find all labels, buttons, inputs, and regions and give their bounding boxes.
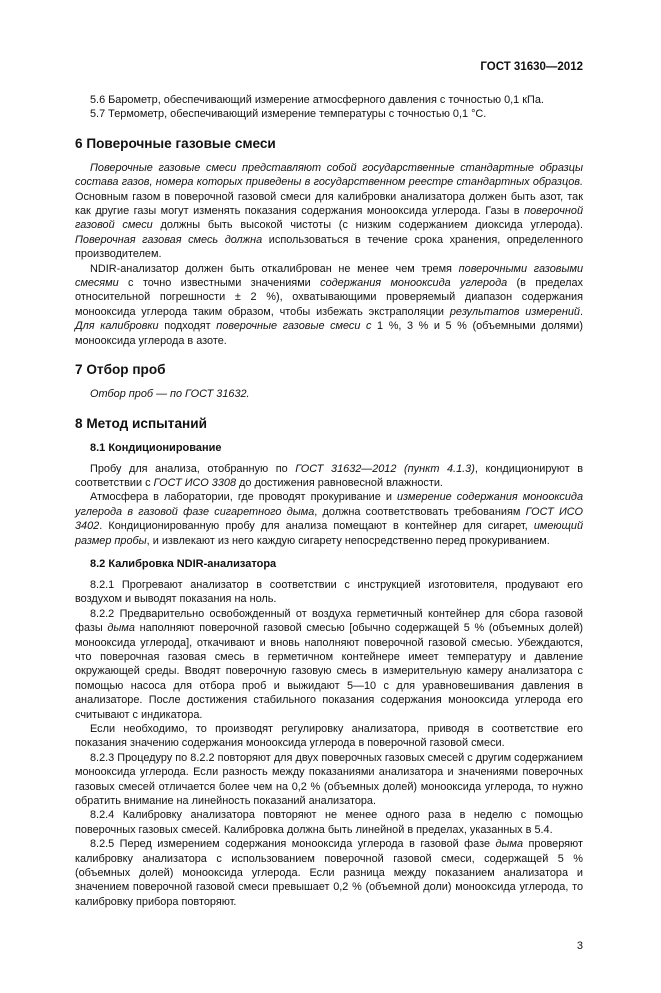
paragraph	[75, 722, 583, 751]
page-number: 3	[576, 940, 583, 953]
italic-text-run: результатов измерений	[449, 305, 580, 318]
paragraph	[75, 462, 583, 491]
text-run: , и извлекают из него каждую сигарету непосредственно перед прокуриванием.	[146, 534, 550, 547]
text-run: 8.2.4 Калибровку анализатора повторяют не менее одного раза в неделю с помощью поверочных газовых смесей. Калибровка должна быть линейной в пределах, указанных в 5.4.	[75, 809, 583, 836]
italic-text-run: измерение содержания монооксида углерода в газовой фазе сигаретного дыма	[75, 491, 584, 518]
text-run: использоваться в течение срока хранения, определенного производителем.	[75, 233, 583, 261]
paragraph	[75, 93, 583, 107]
text-run: . Кондиционированную пробу для анализа помещают в контейнер для сигарет,	[99, 520, 534, 533]
subsection-heading: 8.2 Калибровка NDIR-анализатора	[90, 557, 277, 570]
italic-text-run: поверочной газовой смеси	[75, 205, 583, 232]
section-heading: 7 Отбор проб	[75, 362, 166, 378]
italic-text-run: имеющий размер пробы	[75, 520, 583, 547]
section-heading: 6 Поверочные газовые смеси	[75, 135, 276, 151]
text-run: должны быть высокой чистоты (с низким содержанием диоксида углерода).	[152, 219, 583, 232]
text-run: 5.6 Барометр, обеспечивающий измерение атмосферного давления с точностью 0,1 кПа.	[90, 94, 544, 106]
text-run: 5.7 Термометр, обеспечивающий измерение температуры с точностью 0,1 °С.	[90, 108, 487, 121]
document-body	[75, 93, 583, 909]
text-run: Если необходимо, то производят регулировку анализатора, приводя в соответствие его показания значению содержания монооксида углерода в поверочной газовой смеси.	[75, 723, 583, 750]
text-run: 8.2.5 Перед измерением содержания монооксида углерода в газовой фазе	[90, 838, 496, 851]
text-run: .	[579, 305, 583, 318]
italic-text-run: поверочными газовыми смесями	[75, 262, 583, 290]
paragraph	[75, 607, 583, 722]
italic-text-run: ГОСТ 31632—2012 (пункт 4.1.3)	[295, 462, 475, 475]
text-run: Пробу для анализа, отобранную по	[90, 462, 296, 475]
italic-text-run: Для калибровки	[75, 320, 159, 333]
document-code-header: ГОСТ 31630—2012	[480, 61, 583, 73]
paragraph	[75, 490, 583, 548]
italic-text-run: Отбор проб — по ГОСТ 31632.	[90, 388, 250, 401]
paragraph	[75, 808, 583, 837]
text-run: 1 %, 3 % и 5 % (объемными долями) монооксида углерода в азоте.	[75, 320, 583, 347]
paragraph	[75, 387, 583, 401]
italic-text-run: дыма	[495, 838, 524, 851]
paragraph	[75, 578, 583, 607]
text-run: (в пределах относительной погрешности ± 2 %), охватывающими проверяемый диапазон содержания монооксида углерода таким образом, чтобы избежать экстраполяции	[75, 277, 583, 318]
paragraph	[75, 837, 583, 909]
text-run: проверяют калибровку анализатора с использованием поверочной газовой смеси, содержащей 5 % (объемных долей) монооксида углерода. Если разница между показанием анализатора и значением поверочной газовой смеси превышает 0,2 % (объемной доли) монооксида углерода, то калибровку прибора повторяют.	[75, 838, 583, 908]
italic-text-run: ГОСТ ИСО 3402	[75, 505, 584, 533]
paragraph	[75, 751, 583, 809]
italic-text-run: Поверочная газовая смесь должна	[75, 233, 263, 246]
paragraph	[75, 262, 583, 348]
text-run: до достижения равновесной влажности.	[236, 476, 443, 489]
text-run: 8.2.3 Процедуру по 8.2.2 повторяют для двух поверочных газовых смесей с другим содержанием монооксида углерода. Если разность между показаниями анализатора и значениями поверочных газовых смесей отличается более чем на 0,2 % (объемных долей) монооксида углерода, то нужно обратить внимание на линейность показаний анализатора.	[75, 751, 583, 808]
text-run: 8.2.2 Предварительно освобожденный от воздуха герметичный контейнер для сбора газовой фазы	[75, 607, 583, 635]
text-run: наполняют поверочной газовой смесью [обычно содержащей 5 % (объемных долей) монооксида углерода], откачивают и вновь наполняют поверочной газовой смесью. Убеждаются, что поверочная газовая смесь в герметичном контейнере имеет температуру и давление окружающей среды. Вводят поверочную газовую смесь в измерительную камеру анализатора с помощью насоса для отбора проб и выжидают 5—10 с для уравновешивания давления в анализаторе. После достижения стабильного показания содержания монооксида углерода его считывают с индикатора.	[75, 622, 583, 721]
paragraph	[75, 161, 583, 262]
text-run: Основным газом в поверочной газовой смеси для калибровки анализатора должен быть азот, так как другие газы могут изменять показания содержания монооксида углерода. Газы в	[75, 190, 583, 218]
italic-text-run: поверочные газовые смеси с	[216, 320, 372, 333]
text-run: NDIR-анализатор должен быть откалиброван не менее чем тремя	[90, 262, 459, 275]
text-run: , кондиционируют в соответствии с	[75, 462, 583, 489]
paragraph	[75, 107, 583, 121]
subsection-heading: 8.1 Кондиционирование	[90, 441, 222, 454]
text-run: Атмосфера в лаборатории, где проводят прокуривание и	[90, 491, 397, 504]
italic-text-run: ГОСТ ИСО 3308	[153, 476, 237, 489]
text-run: подходят	[158, 320, 217, 333]
italic-text-run: дыма	[107, 622, 135, 635]
section-heading: 8 Метод испытаний	[75, 415, 207, 431]
italic-text-run: Поверочные газовые смеси представляют собой государственные стандартные образцы состава газов, номера которых приведены в государственном реестре стандартных образцов.	[75, 161, 583, 189]
text-run: , должна соответствовать требованиям	[314, 505, 526, 518]
text-run: с точно известными значениями	[118, 277, 321, 290]
text-run: 8.2.1 Прогревают анализатор в соответствии с инструкцией изготовителя, продувают его воздухом и выводят показания на ноль.	[75, 578, 583, 606]
italic-text-run: содержания монооксида углерода	[320, 277, 508, 290]
